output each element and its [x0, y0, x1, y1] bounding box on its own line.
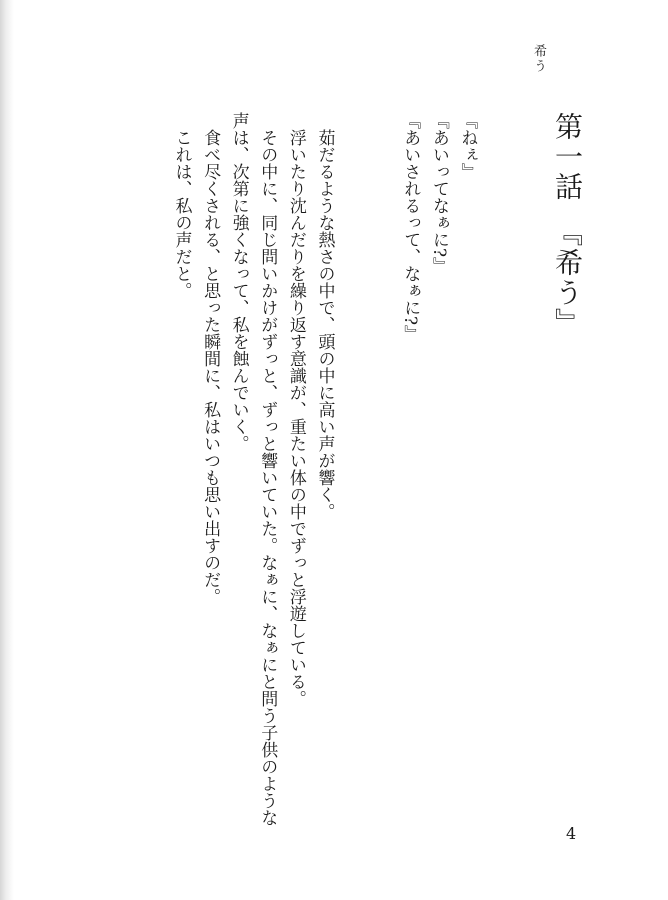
page-number: 4 [566, 824, 577, 843]
page-edge-shadow [0, 0, 14, 900]
dialogue-line-3: 『あいされるって、なぁに?』 [400, 112, 421, 343]
paragraph-3: その中に、同じ問いかけがずっと、ずっと響いていた。なぁに、なぁにと問う子供のような声は、次第に強くなって、私を蝕んでいく。 [228, 112, 278, 826]
blank-line [338, 112, 367, 832]
paragraph-4: 食べ尽くされる、と思った瞬間に、私はいつも思い出すのだ。 [200, 129, 221, 605]
running-header: 希う [531, 44, 546, 74]
paragraph-1: 茹だるような熱さの中で、頭の中に高い声が響く。 [314, 129, 335, 520]
blank-line [367, 112, 396, 832]
dialogue-line-1: 『ねぇ』 [457, 112, 478, 180]
chapter-title: 第一話 『希う』 [551, 112, 584, 338]
paragraph-5: これは、私の声だと。 [171, 129, 192, 299]
vertical-text-body [150, 112, 590, 832]
dialogue-line-2: 『あいってなぁに?』 [428, 112, 449, 275]
paragraph-2: 浮いたり沈んだりを繰り返す意識が、重たい体の中でずっと浮遊している。 [285, 129, 306, 707]
blank-line [481, 112, 510, 832]
